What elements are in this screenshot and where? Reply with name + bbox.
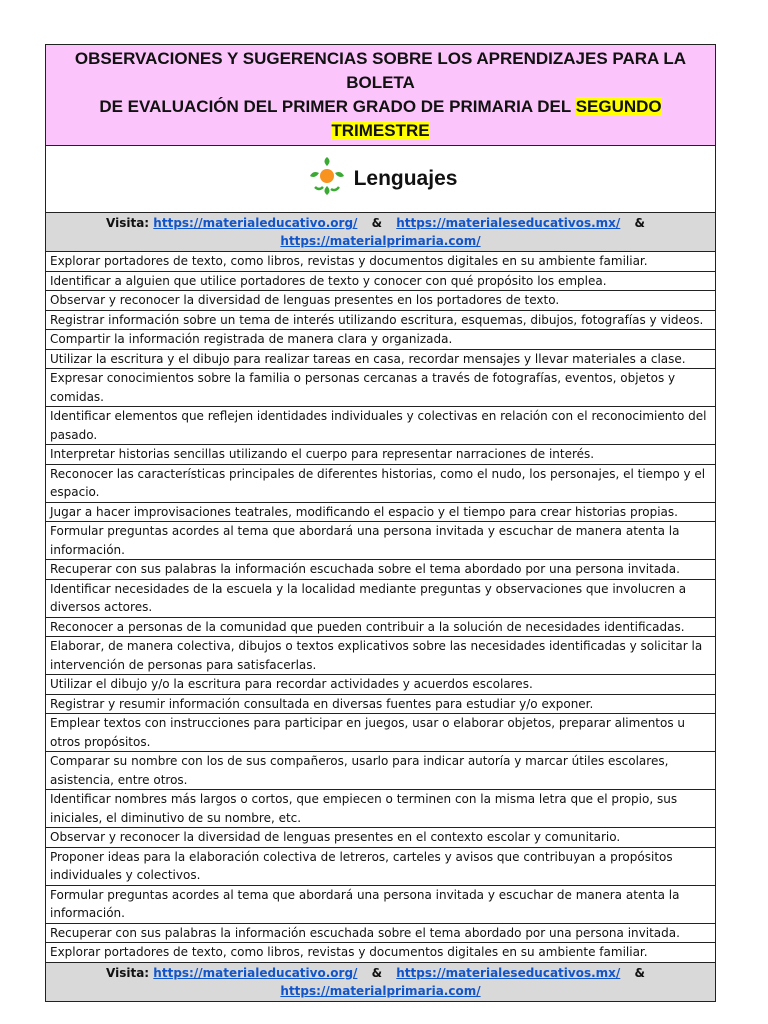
title-line-1: OBSERVACIONES Y SUGERENCIAS SOBRE LOS APRENDIZAJES PARA LA BOLETA	[74, 49, 687, 92]
table-row	[46, 714, 716, 752]
observation-text: Reconocer las características principales de diferentes historias, como el nudo, los personajes, el tiempo y el espacio.	[46, 464, 716, 502]
observation-text: Formular preguntas acordes al tema que abordará una persona invitada y escuchar de manera atenta la información.	[46, 885, 716, 923]
visit-cell-top	[46, 213, 716, 252]
observation-text: Recuperar con sus palabras la información escuchada sobre el tema abordado por una persona invitada.	[46, 923, 716, 943]
subject-cell	[46, 146, 716, 213]
observation-text: Explorar portadores de texto, como libros, revistas y documentos digitales en su ambiente familiar.	[46, 252, 716, 272]
observation-text: Identificar a alguien que utilice portadores de texto y conocer con qué propósito los emplea.	[46, 271, 716, 291]
table-row	[46, 847, 716, 885]
visit-row-top	[46, 213, 716, 252]
observation-text: Emplear textos con instrucciones para participar en juegos, usar o elaborar objetos, preparar alimentos u otros propósitos.	[46, 714, 716, 752]
link-materialeseducativos[interactable]: https://materialeseducativos.mx/	[396, 216, 621, 230]
observation-text: Identificar elementos que reflejen identidades individuales y colectivas en relación con el reconocimiento del pasado.	[46, 407, 716, 445]
observation-text: Comparar su nombre con los de sus compañeros, usarlo para indicar autoría y marcar útiles escolares, asistencia, entre otros.	[46, 752, 716, 790]
link-materialeducativo[interactable]: https://materialeducativo.org/	[153, 216, 358, 230]
ampersand: &	[634, 965, 645, 980]
table-row	[46, 694, 716, 714]
table-row	[46, 252, 716, 272]
link-materialprimaria[interactable]: https://materialprimaria.com/	[280, 983, 481, 998]
observation-text: Reconocer a personas de la comunidad que pueden contribuir a la solución de necesidades identificadas.	[46, 617, 716, 637]
visit-row-bottom	[46, 962, 716, 1001]
observation-text: Registrar información sobre un tema de interés utilizando escritura, esquemas, dibujos, fotografías y videos.	[46, 310, 716, 330]
table-row	[46, 291, 716, 311]
observation-text: Compartir la información registrada de manera clara y organizada.	[46, 330, 716, 350]
observation-text: Recuperar con sus palabras la información escuchada sobre el tema abordado por una persona invitada.	[46, 560, 716, 580]
table-row	[46, 617, 716, 637]
ampersand: &	[634, 216, 645, 230]
observation-text: Formular preguntas acordes al tema que abordará una persona invitada y escuchar de manera atenta la información.	[46, 522, 716, 560]
title-highlight: SEGUNDO TRIMESTRE	[331, 97, 662, 140]
ampersand: &	[371, 216, 383, 230]
subject-name: Lenguajes	[353, 167, 458, 190]
table-row	[46, 369, 716, 407]
lenguajes-logo-icon	[304, 154, 350, 204]
observation-text: Expresar conocimientos sobre la familia o personas cercanas a través de fotografías, eventos, objetos y comidas.	[46, 369, 716, 407]
observation-text: Elaborar, de manera colectiva, dibujos o textos explicativos sobre las necesidades identificadas y solicitar la intervención de personas para satisfacerlas.	[46, 637, 716, 675]
table-row	[46, 637, 716, 675]
table-row	[46, 407, 716, 445]
ampersand: &	[371, 965, 383, 980]
table-row	[46, 522, 716, 560]
table-row	[46, 579, 716, 617]
table-row	[46, 271, 716, 291]
table-row	[46, 675, 716, 695]
link-materialeducativo[interactable]: https://materialeducativo.org/	[153, 965, 358, 980]
table-row	[46, 752, 716, 790]
observation-text: Proponer ideas para la elaboración colectiva de letreros, carteles y avisos que contribuyan a propósitos individuales y colectivos.	[46, 847, 716, 885]
observation-text: Explorar portadores de texto, como libros, revistas y documentos digitales en su ambiente familiar.	[46, 943, 716, 963]
observation-text: Registrar y resumir información consultada en diversas fuentes para estudiar y/o exponer.	[46, 694, 716, 714]
visit-label: Visita:	[106, 965, 150, 980]
table-row	[46, 923, 716, 943]
title-line-2: DE EVALUACIÓN DEL PRIMER GRADO DE PRIMARIA DEL	[99, 97, 576, 116]
observation-text: Observar y reconocer la diversidad de lenguas presentes en los portadores de texto.	[46, 291, 716, 311]
observation-text: Utilizar el dibujo y/o la escritura para recordar actividades y acuerdos escolares.	[46, 675, 716, 695]
table-row	[46, 943, 716, 963]
page-title	[46, 45, 716, 146]
subject-row	[46, 146, 716, 213]
table-row	[46, 464, 716, 502]
observation-text: Jugar a hacer improvisaciones teatrales, modificando el espacio y el tiempo para crear historias propias.	[46, 502, 716, 522]
table-row	[46, 885, 716, 923]
visit-label: Visita:	[106, 216, 150, 230]
title-row	[46, 45, 716, 146]
table-row	[46, 560, 716, 580]
observation-text: Observar y reconocer la diversidad de lenguas presentes en el contexto escolar y comunitario.	[46, 828, 716, 848]
observation-text: Interpretar historias sencillas utilizando el cuerpo para representar narraciones de interés.	[46, 445, 716, 465]
observations-table	[45, 44, 716, 1002]
link-materialeseducativos[interactable]: https://materialeseducativos.mx/	[396, 965, 621, 980]
table-row	[46, 310, 716, 330]
table-row	[46, 445, 716, 465]
observation-text: Identificar necesidades de la escuela y la localidad mediante preguntas y observaciones que involucren a diversos actores.	[46, 579, 716, 617]
table-row	[46, 330, 716, 350]
observation-text: Identificar nombres más largos o cortos, que empiecen o terminen con la misma letra que el propio, sus iniciales, el diminutivo de su nombre, etc.	[46, 790, 716, 828]
table-row	[46, 349, 716, 369]
visit-cell-bottom	[46, 962, 716, 1001]
observation-text: Utilizar la escritura y el dibujo para realizar tareas en casa, recordar mensajes y llevar materiales a clase.	[46, 349, 716, 369]
link-materialprimaria[interactable]: https://materialprimaria.com/	[280, 234, 481, 248]
table-row	[46, 828, 716, 848]
table-row	[46, 790, 716, 828]
table-row	[46, 502, 716, 522]
